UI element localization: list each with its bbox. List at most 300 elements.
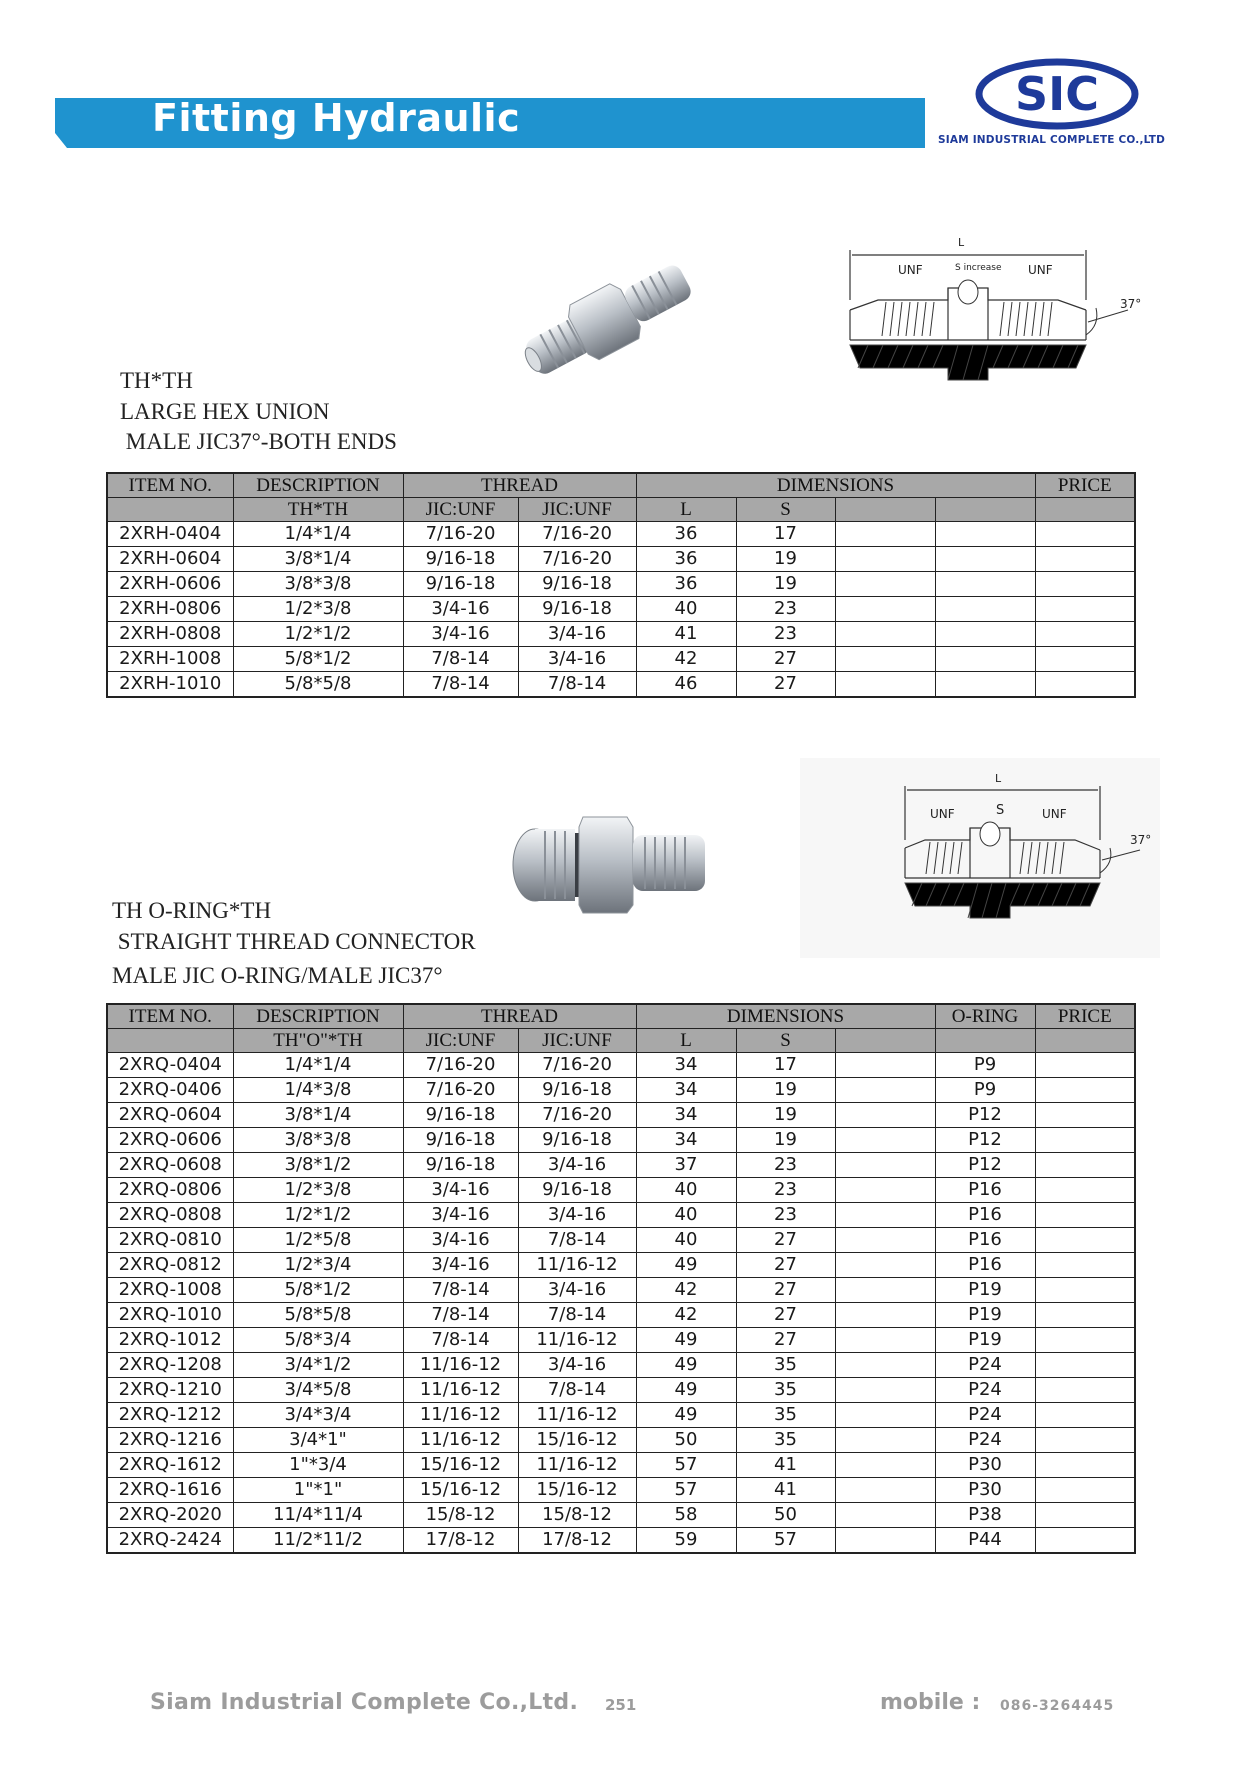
table-cell	[1035, 672, 1135, 698]
table-cell: 19	[736, 1128, 835, 1153]
table-cell	[835, 1303, 935, 1328]
table-cell	[1035, 1378, 1135, 1403]
table-cell: 40	[636, 1228, 736, 1253]
table-cell: 2XRQ-0404	[107, 1053, 233, 1078]
header-item-no: ITEM NO.	[107, 473, 233, 498]
table-cell: 2XRH-0404	[107, 522, 233, 547]
drawing2-left-thread: UNF	[930, 807, 955, 821]
table-cell: 58	[636, 1503, 736, 1528]
table-cell: 2XRH-1008	[107, 647, 233, 672]
table-cell	[1035, 1478, 1135, 1503]
table-cell	[835, 1278, 935, 1303]
table-cell	[1035, 1353, 1135, 1378]
table-row	[107, 1078, 1135, 1103]
table-cell: 2XRQ-2020	[107, 1503, 233, 1528]
table-cell: P16	[935, 1203, 1035, 1228]
table-cell: 3/4-16	[518, 1203, 636, 1228]
table-cell: 1/2*5/8	[233, 1228, 403, 1253]
table-cell: 3/8*1/4	[233, 547, 403, 572]
table-cell: P9	[935, 1078, 1035, 1103]
subheader-cell: L	[636, 498, 736, 522]
table-row	[107, 1203, 1135, 1228]
table-row	[107, 1303, 1135, 1328]
table-cell: 27	[736, 1253, 835, 1278]
table-cell: 11/16-12	[518, 1453, 636, 1478]
footer-mobile-label: mobile :	[880, 1690, 981, 1715]
subheader-cell: TH*TH	[233, 498, 403, 522]
table-cell: 19	[736, 547, 835, 572]
table-cell: 59	[636, 1528, 736, 1554]
table-cell	[1035, 1303, 1135, 1328]
table-cell: 2XRQ-0406	[107, 1078, 233, 1103]
table-header-row	[107, 1004, 1135, 1029]
table-cell: 9/16-18	[403, 572, 518, 597]
table-cell: 1/4*1/4	[233, 522, 403, 547]
table-cell: 34	[636, 1103, 736, 1128]
table-cell: P16	[935, 1178, 1035, 1203]
straight-thread-connector-photo	[505, 805, 725, 915]
table-row	[107, 1453, 1135, 1478]
table-cell: 40	[636, 1178, 736, 1203]
table-cell: 42	[636, 647, 736, 672]
table-cell	[1035, 1528, 1135, 1554]
union-technical-drawing	[838, 230, 1158, 415]
table-cell: 3/4-16	[518, 1278, 636, 1303]
table-cell: 17	[736, 1053, 835, 1078]
table-cell	[935, 572, 1035, 597]
header-price: PRICE	[1035, 473, 1135, 498]
table-cell: 35	[736, 1403, 835, 1428]
table-cell: 5/8*3/4	[233, 1328, 403, 1353]
table-row	[107, 672, 1135, 698]
table-cell: 11/16-12	[518, 1403, 636, 1428]
table-cell: P19	[935, 1303, 1035, 1328]
subheader-cell: JIC:UNF	[518, 1029, 636, 1053]
table-cell: 1/2*3/4	[233, 1253, 403, 1278]
table-cell: 17/8-12	[403, 1528, 518, 1554]
table-cell: 7/8-14	[518, 1228, 636, 1253]
table-cell: 27	[736, 1328, 835, 1353]
section2-title-line1: TH O-RING*TH	[112, 898, 272, 923]
table-cell: 2XRH-0606	[107, 572, 233, 597]
table-header-row	[107, 473, 1135, 498]
table-cell: 34	[636, 1053, 736, 1078]
table-cell: 3/8*3/8	[233, 1128, 403, 1153]
table-cell: 9/16-18	[518, 572, 636, 597]
table-cell: 3/4*1"	[233, 1428, 403, 1453]
table-cell: 15/16-12	[403, 1478, 518, 1503]
table-row	[107, 647, 1135, 672]
table-cell: 3/4-16	[403, 1178, 518, 1203]
table-cell: 57	[636, 1453, 736, 1478]
table-cell: 3/4-16	[403, 622, 518, 647]
table-cell: 9/16-18	[518, 1128, 636, 1153]
table-cell: 17/8-12	[518, 1528, 636, 1554]
drawing1-angle: 37°	[1120, 297, 1142, 311]
table-cell: 50	[636, 1428, 736, 1453]
table-cell: 2XRH-0604	[107, 547, 233, 572]
table-cell	[1035, 1453, 1135, 1478]
table-cell: 41	[636, 622, 736, 647]
table-cell: 19	[736, 1078, 835, 1103]
table-cell: 49	[636, 1328, 736, 1353]
table-cell: 7/16-20	[403, 1078, 518, 1103]
table-cell: 2XRQ-0606	[107, 1128, 233, 1153]
table-cell	[835, 1128, 935, 1153]
table-cell: 15/16-12	[518, 1478, 636, 1503]
table-cell: 2XRQ-1210	[107, 1378, 233, 1403]
table-cell: 42	[636, 1303, 736, 1328]
table-cell: 3/4-16	[403, 1203, 518, 1228]
table-cell: 2XRH-1010	[107, 672, 233, 698]
table-cell: 50	[736, 1503, 835, 1528]
table-row	[107, 1278, 1135, 1303]
table-cell	[1035, 1278, 1135, 1303]
header-dimensions: DIMENSIONS	[636, 1004, 935, 1029]
table-cell: P24	[935, 1428, 1035, 1453]
table-cell	[835, 1478, 935, 1503]
table-cell: 2XRQ-1616	[107, 1478, 233, 1503]
table-cell: 3/4*5/8	[233, 1378, 403, 1403]
table-cell	[1035, 547, 1135, 572]
table-cell	[1035, 1428, 1135, 1453]
table-cell	[835, 622, 935, 647]
header-o-ring: O-RING	[935, 1004, 1035, 1029]
footer-company: Siam Industrial Complete Co.,Ltd.	[150, 1690, 579, 1715]
table-cell	[1035, 1203, 1135, 1228]
table-cell: 7/8-14	[403, 1278, 518, 1303]
table-subheader-row	[107, 1029, 1135, 1053]
table-cell: 7/16-20	[518, 1103, 636, 1128]
table-cell: 34	[636, 1128, 736, 1153]
table-cell: 2XRQ-0608	[107, 1153, 233, 1178]
table-cell	[1035, 1128, 1135, 1153]
table-row	[107, 1153, 1135, 1178]
table-cell	[1035, 597, 1135, 622]
table-cell	[835, 672, 935, 698]
table-cell: 37	[636, 1153, 736, 1178]
table-cell	[1035, 1103, 1135, 1128]
table-cell: 27	[736, 1278, 835, 1303]
table-row	[107, 1103, 1135, 1128]
table-cell	[835, 1078, 935, 1103]
table-cell	[1035, 1053, 1135, 1078]
table-cell: P24	[935, 1378, 1035, 1403]
table-cell: P12	[935, 1153, 1035, 1178]
union-table-body	[107, 522, 1135, 698]
table-cell: P24	[935, 1353, 1035, 1378]
connector-spec-table	[106, 1003, 1136, 1554]
large-hex-union-photo	[510, 245, 720, 385]
table-cell	[835, 1378, 935, 1403]
table-cell: 1/2*1/2	[233, 622, 403, 647]
table-cell	[835, 572, 935, 597]
table-cell: 27	[736, 1228, 835, 1253]
table-cell: 7/16-20	[403, 522, 518, 547]
table-cell	[935, 647, 1035, 672]
table-row	[107, 1428, 1135, 1453]
table-cell: P30	[935, 1478, 1035, 1503]
drawing2-right-thread: UNF	[1042, 807, 1067, 821]
drawing1-right-thread: UNF	[1028, 263, 1053, 277]
section1-title-line3: MALE JIC37°-BOTH ENDS	[120, 429, 397, 454]
subheader-cell	[835, 1029, 935, 1053]
table-cell: 11/4*11/4	[233, 1503, 403, 1528]
table-cell: 23	[736, 622, 835, 647]
subheader-cell	[107, 498, 233, 522]
table-cell: 7/8-14	[518, 1303, 636, 1328]
table-cell	[835, 1428, 935, 1453]
table-cell: 9/16-18	[518, 1078, 636, 1103]
header-description: DESCRIPTION	[233, 1004, 403, 1029]
table-cell: 11/16-12	[403, 1403, 518, 1428]
table-cell: 9/16-18	[518, 597, 636, 622]
table-cell	[835, 1503, 935, 1528]
logo-text: SIC	[1014, 67, 1100, 121]
section1-title-line2: LARGE HEX UNION	[120, 399, 330, 424]
table-cell: P30	[935, 1453, 1035, 1478]
table-cell: 27	[736, 672, 835, 698]
table-cell: 7/8-14	[403, 672, 518, 698]
table-cell: 9/16-18	[403, 1153, 518, 1178]
table-row	[107, 1478, 1135, 1503]
table-cell: P12	[935, 1128, 1035, 1153]
table-cell	[1035, 1403, 1135, 1428]
table-cell: 1"*1"	[233, 1478, 403, 1503]
table-cell: 3/4*1/2	[233, 1353, 403, 1378]
table-cell: P9	[935, 1053, 1035, 1078]
table-cell: 3/4-16	[403, 597, 518, 622]
table-cell: 57	[736, 1528, 835, 1554]
table-cell: P19	[935, 1328, 1035, 1353]
table-cell: 3/8*3/8	[233, 572, 403, 597]
table-cell	[835, 547, 935, 572]
table-row	[107, 547, 1135, 572]
table-cell	[1035, 1253, 1135, 1278]
table-row	[107, 1128, 1135, 1153]
company-logo	[975, 58, 1140, 130]
table-cell: 2XRQ-1012	[107, 1328, 233, 1353]
table-cell: 23	[736, 1178, 835, 1203]
table-cell: P16	[935, 1253, 1035, 1278]
company-name: SIAM INDUSTRIAL COMPLETE CO.,LTD	[938, 134, 1166, 146]
table-cell: 35	[736, 1428, 835, 1453]
table-cell: 1/4*1/4	[233, 1053, 403, 1078]
table-cell	[935, 597, 1035, 622]
drawing2-length-label: L	[995, 772, 1002, 785]
table-cell: 11/2*11/2	[233, 1528, 403, 1554]
header-thread: THREAD	[403, 1004, 636, 1029]
table-cell: 1/4*3/8	[233, 1078, 403, 1103]
drawing1-hex-label: S increase	[955, 263, 1002, 273]
table-row	[107, 1528, 1135, 1554]
table-cell: 49	[636, 1403, 736, 1428]
table-cell: 7/8-14	[403, 1303, 518, 1328]
table-cell	[1035, 522, 1135, 547]
table-cell: 49	[636, 1253, 736, 1278]
subheader-cell	[1035, 1029, 1135, 1053]
table-cell: 11/16-12	[403, 1353, 518, 1378]
table-cell: 9/16-18	[518, 1178, 636, 1203]
table-cell	[1035, 1178, 1135, 1203]
table-row	[107, 1403, 1135, 1428]
table-cell	[835, 1403, 935, 1428]
header-thread: THREAD	[403, 473, 636, 498]
subheader-cell	[835, 498, 935, 522]
table-cell: 2XRQ-1216	[107, 1428, 233, 1453]
table-cell: 36	[636, 547, 736, 572]
table-cell: 41	[736, 1478, 835, 1503]
drawing2-angle: 37°	[1130, 833, 1152, 847]
table-row	[107, 1353, 1135, 1378]
table-cell	[835, 597, 935, 622]
subheader-cell	[935, 1029, 1035, 1053]
table-cell: 27	[736, 647, 835, 672]
table-cell: 46	[636, 672, 736, 698]
table-cell: 7/16-20	[518, 522, 636, 547]
table-cell: 15/8-12	[518, 1503, 636, 1528]
table-cell	[1035, 572, 1135, 597]
table-cell: 2XRQ-1010	[107, 1303, 233, 1328]
table-row	[107, 1253, 1135, 1278]
table-cell: 15/8-12	[403, 1503, 518, 1528]
table-row	[107, 522, 1135, 547]
table-cell: 34	[636, 1078, 736, 1103]
table-cell: 19	[736, 1103, 835, 1128]
table-cell: 1/2*1/2	[233, 1203, 403, 1228]
subheader-cell	[935, 498, 1035, 522]
table-row	[107, 1503, 1135, 1528]
table-cell: P12	[935, 1103, 1035, 1128]
subheader-cell: JIC:UNF	[403, 498, 518, 522]
table-cell: 23	[736, 1203, 835, 1228]
table-cell: 7/8-14	[403, 1328, 518, 1353]
table-cell: 11/16-12	[518, 1328, 636, 1353]
table-cell: 15/16-12	[518, 1428, 636, 1453]
subheader-cell: TH"O"*TH	[233, 1029, 403, 1053]
table-cell: 40	[636, 597, 736, 622]
section2-title-line3: MALE JIC O-RING/MALE JIC37°	[112, 963, 443, 988]
table-cell	[835, 1528, 935, 1554]
table-cell: 2XRQ-0604	[107, 1103, 233, 1128]
table-cell	[935, 522, 1035, 547]
table-row	[107, 1328, 1135, 1353]
table-cell	[835, 522, 935, 547]
table-cell: 3/4-16	[403, 1228, 518, 1253]
table-cell	[835, 1203, 935, 1228]
page-number: 251	[605, 1696, 637, 1714]
union-spec-table	[106, 472, 1136, 698]
table-cell: 5/8*1/2	[233, 1278, 403, 1303]
table-cell: 2XRH-0808	[107, 622, 233, 647]
table-cell	[935, 672, 1035, 698]
table-cell: 7/8-14	[403, 647, 518, 672]
table-cell: 9/16-18	[403, 547, 518, 572]
table-cell	[935, 622, 1035, 647]
header-price: PRICE	[1035, 1004, 1135, 1029]
table-cell: 40	[636, 1203, 736, 1228]
table-cell: P16	[935, 1228, 1035, 1253]
table-row	[107, 622, 1135, 647]
subheader-cell: S	[736, 498, 835, 522]
table-cell: 7/8-14	[518, 672, 636, 698]
table-cell	[835, 1053, 935, 1078]
page-title: Fitting Hydraulic	[152, 96, 521, 140]
table-cell: 2XRQ-2424	[107, 1528, 233, 1554]
section1-title-line1: TH*TH	[120, 368, 193, 393]
table-cell: P24	[935, 1403, 1035, 1428]
table-subheader-row	[107, 498, 1135, 522]
table-cell: 2XRQ-1212	[107, 1403, 233, 1428]
table-cell	[835, 1178, 935, 1203]
table-cell: 2XRQ-0810	[107, 1228, 233, 1253]
drawing1-length-label: L	[958, 236, 965, 249]
table-cell: 35	[736, 1353, 835, 1378]
table-cell: 3/4*3/4	[233, 1403, 403, 1428]
table-row	[107, 1053, 1135, 1078]
table-cell	[835, 1353, 935, 1378]
table-cell	[1035, 1078, 1135, 1103]
table-cell: 3/8*1/4	[233, 1103, 403, 1128]
table-cell: 3/4-16	[403, 1253, 518, 1278]
table-cell	[1035, 1503, 1135, 1528]
table-cell	[835, 1253, 935, 1278]
table-cell: 17	[736, 522, 835, 547]
table-cell	[1035, 1153, 1135, 1178]
footer-phone: 086-3264445	[1000, 1698, 1115, 1714]
table-cell: 35	[736, 1378, 835, 1403]
subheader-cell: S	[736, 1029, 835, 1053]
table-cell	[835, 1103, 935, 1128]
drawing2-hex-label: S	[996, 803, 1005, 818]
table-cell: 5/8*5/8	[233, 1303, 403, 1328]
table-cell: 5/8*5/8	[233, 672, 403, 698]
table-cell	[935, 547, 1035, 572]
table-cell: 1/2*3/8	[233, 597, 403, 622]
table-cell	[835, 1153, 935, 1178]
table-cell: P19	[935, 1278, 1035, 1303]
subheader-cell	[107, 1029, 233, 1053]
header-dimensions: DIMENSIONS	[636, 473, 1035, 498]
table-cell: 9/16-18	[403, 1103, 518, 1128]
table-cell: 3/4-16	[518, 1153, 636, 1178]
table-cell: 19	[736, 572, 835, 597]
table-cell: 15/16-12	[403, 1453, 518, 1478]
subheader-cell: JIC:UNF	[518, 498, 636, 522]
subheader-cell: L	[636, 1029, 736, 1053]
table-cell: 11/16-12	[403, 1428, 518, 1453]
table-cell: 41	[736, 1453, 835, 1478]
table-cell: 3/4-16	[518, 622, 636, 647]
table-cell: 7/16-20	[518, 547, 636, 572]
table-row	[107, 1178, 1135, 1203]
connector-technical-drawing	[800, 758, 1160, 958]
drawing1-left-thread: UNF	[898, 263, 923, 277]
table-cell: 23	[736, 1153, 835, 1178]
table-cell: 1"*3/4	[233, 1453, 403, 1478]
table-cell: 36	[636, 572, 736, 597]
table-cell: 3/4-16	[518, 647, 636, 672]
table-cell	[835, 647, 935, 672]
table-cell: P38	[935, 1503, 1035, 1528]
table-cell: 2XRQ-1612	[107, 1453, 233, 1478]
table-cell: 36	[636, 522, 736, 547]
table-cell: 2XRQ-0812	[107, 1253, 233, 1278]
table-cell: 1/2*3/8	[233, 1178, 403, 1203]
subheader-cell: JIC:UNF	[403, 1029, 518, 1053]
table-cell	[1035, 1228, 1135, 1253]
table-cell	[835, 1328, 935, 1353]
